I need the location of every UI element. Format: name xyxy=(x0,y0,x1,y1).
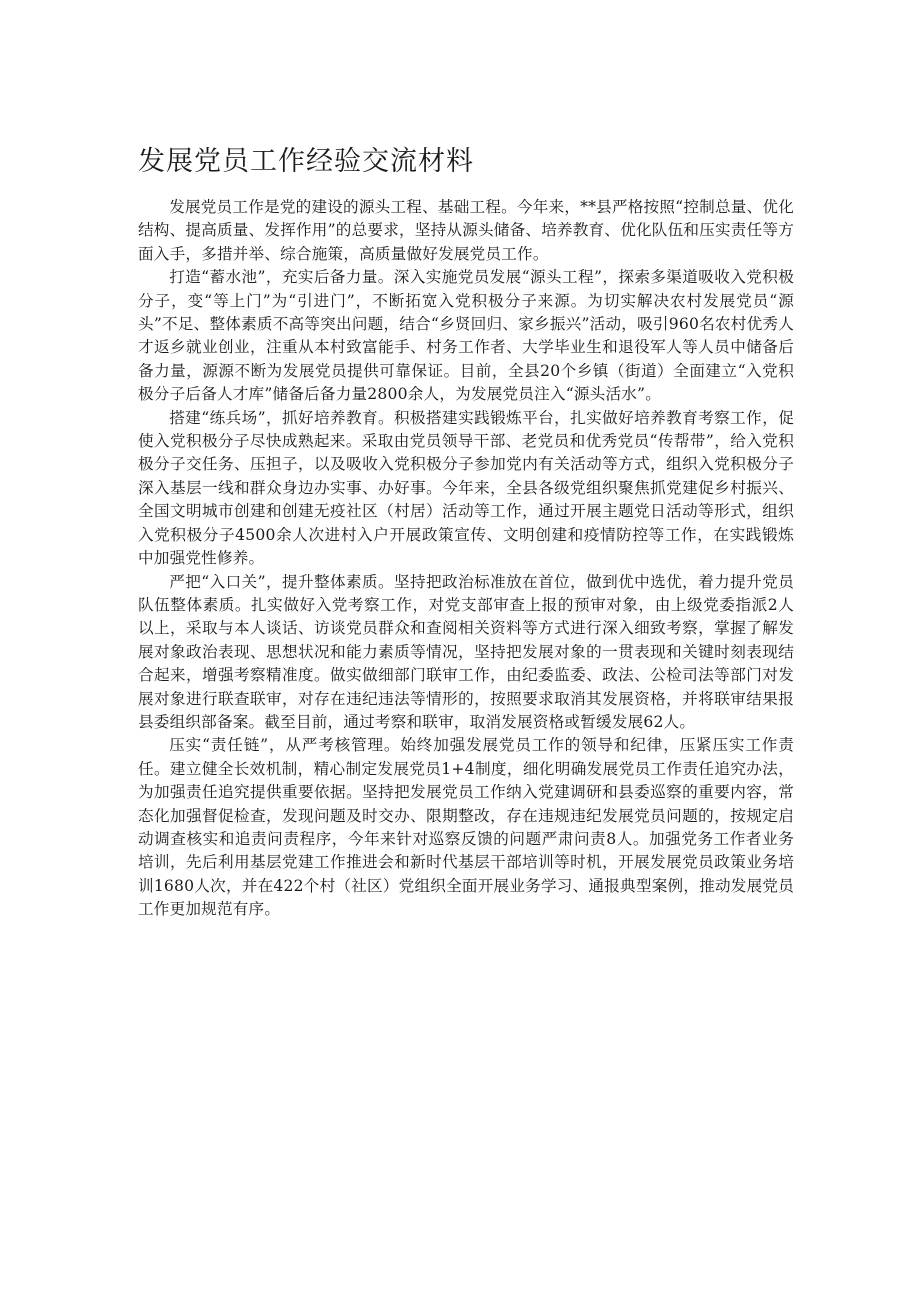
paragraph-training-ground: 搭建“练兵场”，抓好培养教育。积极搭建实践锻炼平台，扎实做好培养教育考察工作，促使入党积极分子尽快成熟起来。采取由党员领导干部、老党员和优秀党员“传帮带”，给入党积极分子交任务、压担子，以及吸收入党积极分子参加党内有关活动等方式，组织入党积极分子深入基层一线和群众身边办实事、办好事。今年来，全县各级党组织聚焦抓党建促乡村振兴、全国文明城市创建和创建无疫社区（村居）活动等工作，通过开展主题党日活动等形式，组织入党积极分子4500余人次进村入户开展政策宣传、文明创建和疫情防控等工作，在实践锻炼中加强党性修养。 xyxy=(138,408,794,568)
paragraph-entry-gate: 严把“入口关”，提升整体素质。坚持把政治标准放在首位，做到优中选优，着力提升党员队伍整体素质。扎实做好入党考察工作，对党支部审查上报的预审对象，由上级党委指派2人以上，采取与本人谈话、访谈党员群众和查阅相关资料等方式进行深入细致考察，掌握了解发展对象政治表现、思想状况和能力素质等情况，坚持把发展对象的一贯表现和关键时刻表现结合起来，增强考察精准度。做实做细部门联审工作，由纪委监委、政法、公检司法等部门对发展对象进行联查联审，对存在违纪违法等情形的，按照要求取消其发展资格，并将联审结果报县委组织部备案。截至目前，通过考察和联审，取消发展资格或暂缓发展62人。 xyxy=(138,572,794,731)
paragraph-intro: 发展党员工作是党的建设的源头工程、基础工程。今年来，**县严格按照“控制总量、优化结构、提高质量、发挥作用”的总要求，坚持从源头储备、培养教育、优化队伍和压实责任等方面入手，多措并举、综合施策，高质量做好发展党员工作。 xyxy=(138,198,794,263)
paragraph-reserve-pool: 打造“蓄水池”，充实后备力量。深入实施党员发展“源头工程”，探索多渠道吸收入党积极分子，变“等上门”为“引进门”，不断拓宽入党积极分子来源。为切实解决农村发展党员“源头”不足、整体素质不高等突出问题，结合“乡贤回归、家乡振兴”活动，吸引960名农村优秀人才返乡就业创业，注重从本村致富能手、村务工作者、大学毕业生和退役军人等人员中储备后备力量，源源不断为发展党员提供可靠保证。目前，全县20个乡镇（街道）全面建立“入党积极分子后备人才库”储备后备力量2800余人，为发展党员注入“源头活水”。 xyxy=(138,268,794,404)
paragraph-responsibility-chain: 压实“责任链”，从严考核管理。始终加强发展党员工作的领导和纪律，压紧压实工作责任。建立健全长效机制，精心制定发展党员1+4制度，细化明确发展党员工作责任追究办法，为加强责任追究提供重要依据。坚持把发展党员工作纳入党建调研和县委巡察的重要内容，常态化加强督促检查，发现问题及时交办、限期整改，存在违规违纪发展党员问题的，按规定启动调查核实和追责问责程序，今年来针对巡察反馈的问题严肃问责8人。加强党务工作者业务培训，先后利用基层党建工作推进会和新时代基层干部培训等时机，开展发展党员政策业务培训1680人次，并在422个村（社区）党组织全面开展业务学习、通报典型案例，推动发展党员工作更加规范有序。 xyxy=(138,736,794,919)
document-title: 发展党员工作经验交流材料 xyxy=(138,146,474,177)
document-body xyxy=(138,196,794,922)
